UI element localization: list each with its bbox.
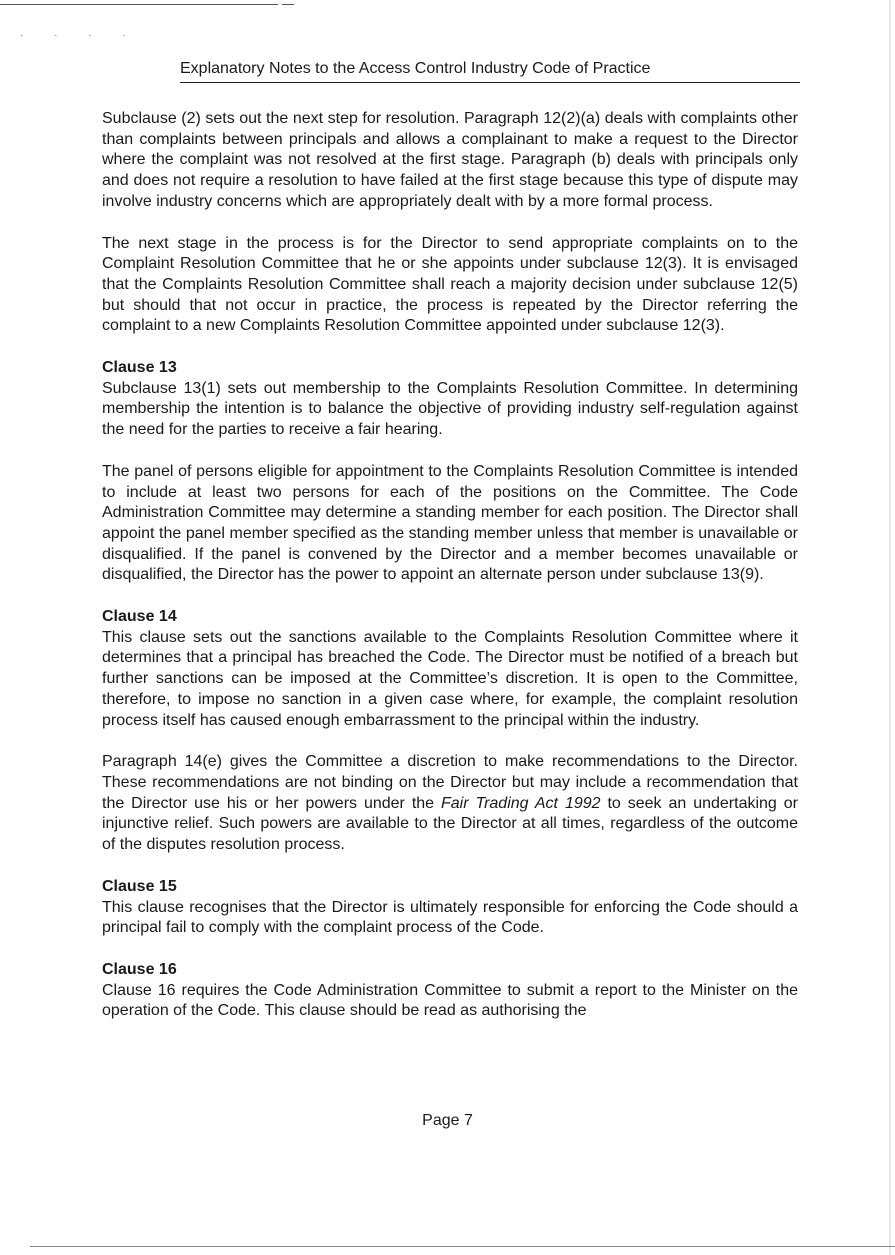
scan-border-top: [0, 4, 278, 5]
document-body: [102, 109, 798, 1043]
paragraph-subclause-2: Subclause (2) sets out the next step for resolution. Paragraph 12(2)(a) deals with complaints other than complaints between principals and allows a complainant to make a request to the Director where the complaint was not resolved at the first stage. Paragraph (b) deals with principals only and does not require a resolution to have failed at the first stage because this type of dispute may involve industry concerns which are appropriately dealt with by a more formal process.: [102, 110, 798, 210]
clause-14-p2-text-a: Paragraph 14(e) gives the Committee a discretion to make recommendations to the Director. These recommendations are not binding on the Director but may include a recommendation that the Director use his or her powers under the: [102, 753, 798, 812]
clause-13-paragraph-1: Subclause 13(1) sets out membership to the Complaints Resolution Committee. In determining membership the intention is to balance the objective of providing industry self-regulation against the need for the parties to receive a fair hearing.: [102, 379, 798, 439]
clause-15-heading: Clause 15: [102, 877, 177, 895]
clause-16-heading: Clause 16: [102, 960, 177, 978]
fair-trading-act-title: Fair Trading Act 1992: [441, 794, 601, 812]
clause-14-paragraph-1: This clause sets out the sanctions available to the Complaints Resolution Committee where it determines that a principal has breached the Code. The Director must be notified of a breach but further sanctions can be imposed at the Committee’s discretion. It is open to the Committee, therefore, to impose no sanction in a given case where, for example, the complaint resolution process itself has caused enough embarrassment to the principal within the industry.: [102, 628, 798, 729]
scan-border-bottom: [30, 1246, 895, 1247]
page-header: Explanatory Notes to the Access Control Industry Code of Practice: [180, 60, 651, 77]
clause-15-paragraph: This clause recognises that the Director is ultimately responsible for enforcing the Code should a principal fail to comply with the complaint process of the Code.: [102, 898, 798, 937]
scan-border-top-fragment: [282, 4, 294, 5]
scan-speckles: · · · ·: [20, 30, 140, 41]
page-number: Page 7: [422, 1112, 473, 1129]
clause-16-paragraph: Clause 16 requires the Code Administration Committee to submit a report to the Minister on the operation of the Code. This clause should be read as authorising the: [102, 981, 798, 1020]
clause-13-heading: Clause 13: [102, 359, 177, 377]
paragraph-next-stage: The next stage in the process is for the Director to send appropriate complaints on to the Complaint Resolution Committee that he or she appoints under subclause 12(3). It is envisaged that the Complaints Resolution Committee shall reach a majority decision under subclause 12(5) but should that not occur in practice, the process is repeated by the Director referring the complaint to a new Complaints Resolution Committee appointed under subclause 12(3).: [102, 234, 798, 335]
clause-13-paragraph-2: The panel of persons eligible for appointment to the Complaints Resolution Committee is intended to include at least two persons for each of the positions on the Committee. The Code Administration Committee may determine a standing member for each position. The Director shall appoint the panel member specified as the standing member unless that member is unavailable or disqualified. If the panel is convened by the Director and a member becomes unavailable or disqualified, the Director has the power to appoint an alternate person under subclause 13(9).: [102, 462, 798, 584]
clause-14-paragraph-2: [102, 752, 798, 856]
scan-border-right: [889, 0, 891, 1255]
clause-14-heading: Clause 14: [102, 608, 177, 626]
header-rule: [180, 82, 800, 83]
clause-14-p2-text-b: to seek an undertaking or injunctive relief. Such powers are available to the Director at all times, regardless of the outcome of the disputes resolution process.: [102, 794, 798, 854]
